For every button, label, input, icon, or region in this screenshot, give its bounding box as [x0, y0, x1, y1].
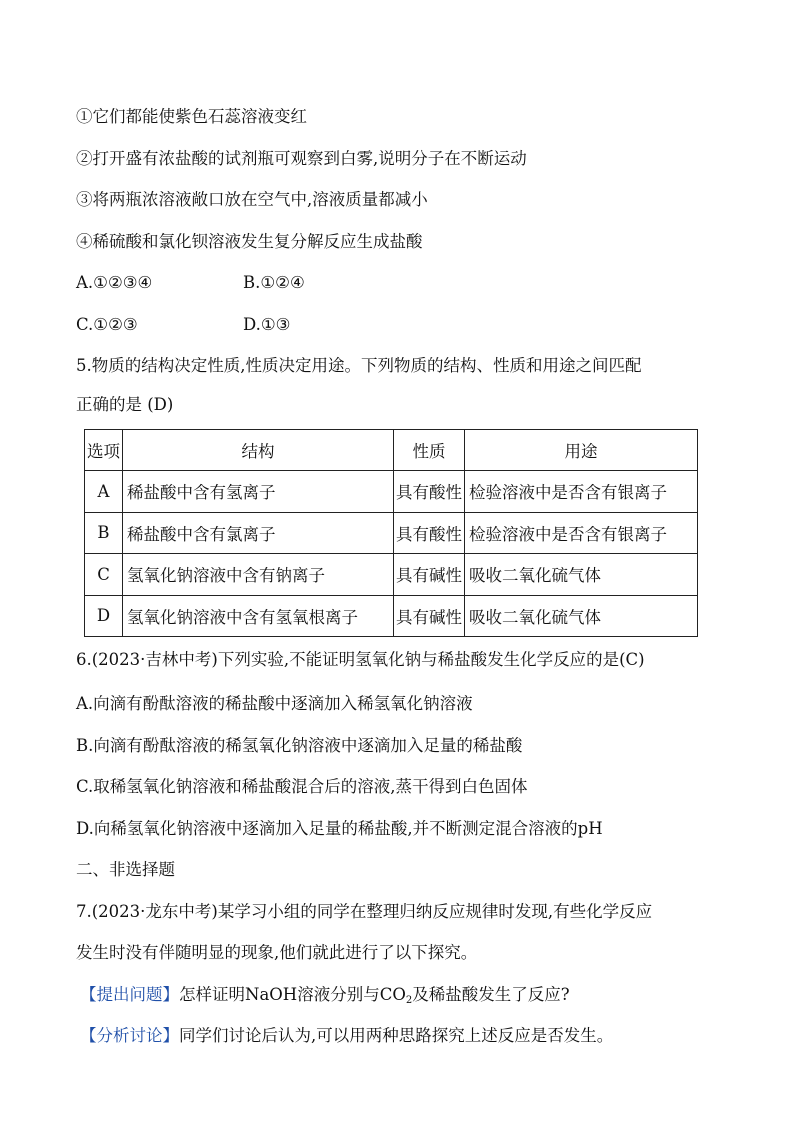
q6-option-d: D.向稀氢氧化钠溶液中逐滴加入足量的稀盐酸,并不断测定混合溶液的pH — [76, 818, 603, 838]
q5-stem-line-2: 正确的是 (D) — [76, 394, 174, 414]
q4-options-row-2 — [76, 304, 726, 346]
table-row — [85, 554, 698, 596]
q5-cell-option: B — [85, 512, 123, 554]
q4-option-b: B.①②④ — [243, 273, 305, 292]
statement-3: ③将两瓶浓溶液敞口放在空气中,溶液质量都减小 — [76, 190, 428, 209]
q5-cell-property: 具有碱性 — [394, 595, 465, 637]
q4-option-a: A.①②③④ — [76, 273, 153, 292]
section-heading: 二、非选择题 — [76, 860, 175, 879]
q5-cell-option: A — [85, 471, 123, 513]
q6-option-a: A.向滴有酚酞溶液的稀盐酸中逐滴加入稀氢氧化钠溶液 — [76, 694, 473, 713]
q4-option-c: C.①②③ — [76, 314, 138, 334]
q6-option-b: B.向滴有酚酞溶液的稀氢氧化钠溶液中逐滴加入足量的稀盐酸 — [76, 735, 523, 755]
q5-cell-use: 吸收二氧化硫气体 — [465, 595, 698, 637]
q7-ask-text-pre: 怎样证明NaOH溶液分别与CO — [179, 984, 406, 1004]
q5-cell-option: D — [85, 595, 123, 637]
q7-stem-line-1: 7.(2023·龙东中考)某学习小组的同学在整理归纳反应规律时发现,有些化学反应 — [76, 901, 653, 921]
q7-ask-subscript: 2 — [405, 994, 413, 1006]
q5-cell-use: 检验溶液中是否含有银离子 — [465, 512, 698, 554]
statement-2: ②打开盛有浓盐酸的试剂瓶可观察到白雾,说明分子在不断运动 — [76, 148, 527, 168]
q5-cell-property: 具有酸性 — [394, 512, 465, 554]
table-row — [85, 512, 698, 554]
q6-stem: 6.(2023·吉林中考)下列实验,不能证明氢氧化钠与稀盐酸发生化学反应的是(C) — [76, 650, 645, 669]
statement-1: ①它们都能使紫色石蕊溶液变红 — [76, 107, 307, 126]
q5-table-header — [85, 429, 698, 471]
table-row — [85, 595, 698, 637]
q5-cell-structure: 氢氧化钠溶液中含有钠离子 — [123, 554, 394, 596]
q7-discuss-line — [76, 1015, 726, 1057]
q7-discuss-text: 同学们讨论后认为,可以用两种思路探究上述反应是否发生。 — [179, 1026, 614, 1045]
q4-option-d: D.①③ — [243, 314, 291, 334]
q7-ask-label: 【提出问题】 — [80, 984, 179, 1004]
q5-cell-structure: 稀盐酸中含有氢离子 — [123, 471, 394, 513]
q5-cell-property: 具有酸性 — [394, 471, 465, 513]
table-row — [85, 471, 698, 513]
q4-options-row-1 — [76, 262, 726, 304]
q7-discuss-label: 【分析讨论】 — [80, 1026, 179, 1045]
q7-ask-line — [76, 974, 726, 1016]
q5-stem-line-1: 5.物质的结构决定性质,性质决定用途。下列物质的结构、性质和用途之间匹配 — [76, 356, 642, 375]
q7-ask-text-post: 及稀盐酸发生了反应? — [412, 984, 570, 1004]
document-page — [76, 96, 726, 1057]
q5-header-option: 选项 — [85, 429, 123, 471]
q6-option-c: C.取稀氢氧化钠溶液和稀盐酸混合后的溶液,蒸干得到白色固体 — [76, 777, 528, 796]
q5-cell-use: 检验溶液中是否含有银离子 — [465, 471, 698, 513]
q5-table — [84, 429, 698, 638]
statement-4: ④稀硫酸和氯化钡溶液发生复分解反应生成盐酸 — [76, 231, 423, 251]
q5-header-use: 用途 — [465, 429, 698, 471]
q5-cell-property: 具有碱性 — [394, 554, 465, 596]
q5-cell-structure: 稀盐酸中含有氯离子 — [123, 512, 394, 554]
q5-cell-structure: 氢氧化钠溶液中含有氢氧根离子 — [123, 595, 394, 637]
q5-header-property: 性质 — [394, 429, 465, 471]
q5-cell-option: C — [85, 554, 123, 596]
q7-stem-line-2: 发生时没有伴随明显的现象,他们就此进行了以下探究。 — [76, 943, 478, 962]
q5-cell-use: 吸收二氧化硫气体 — [465, 554, 698, 596]
q5-header-structure: 结构 — [123, 429, 394, 471]
